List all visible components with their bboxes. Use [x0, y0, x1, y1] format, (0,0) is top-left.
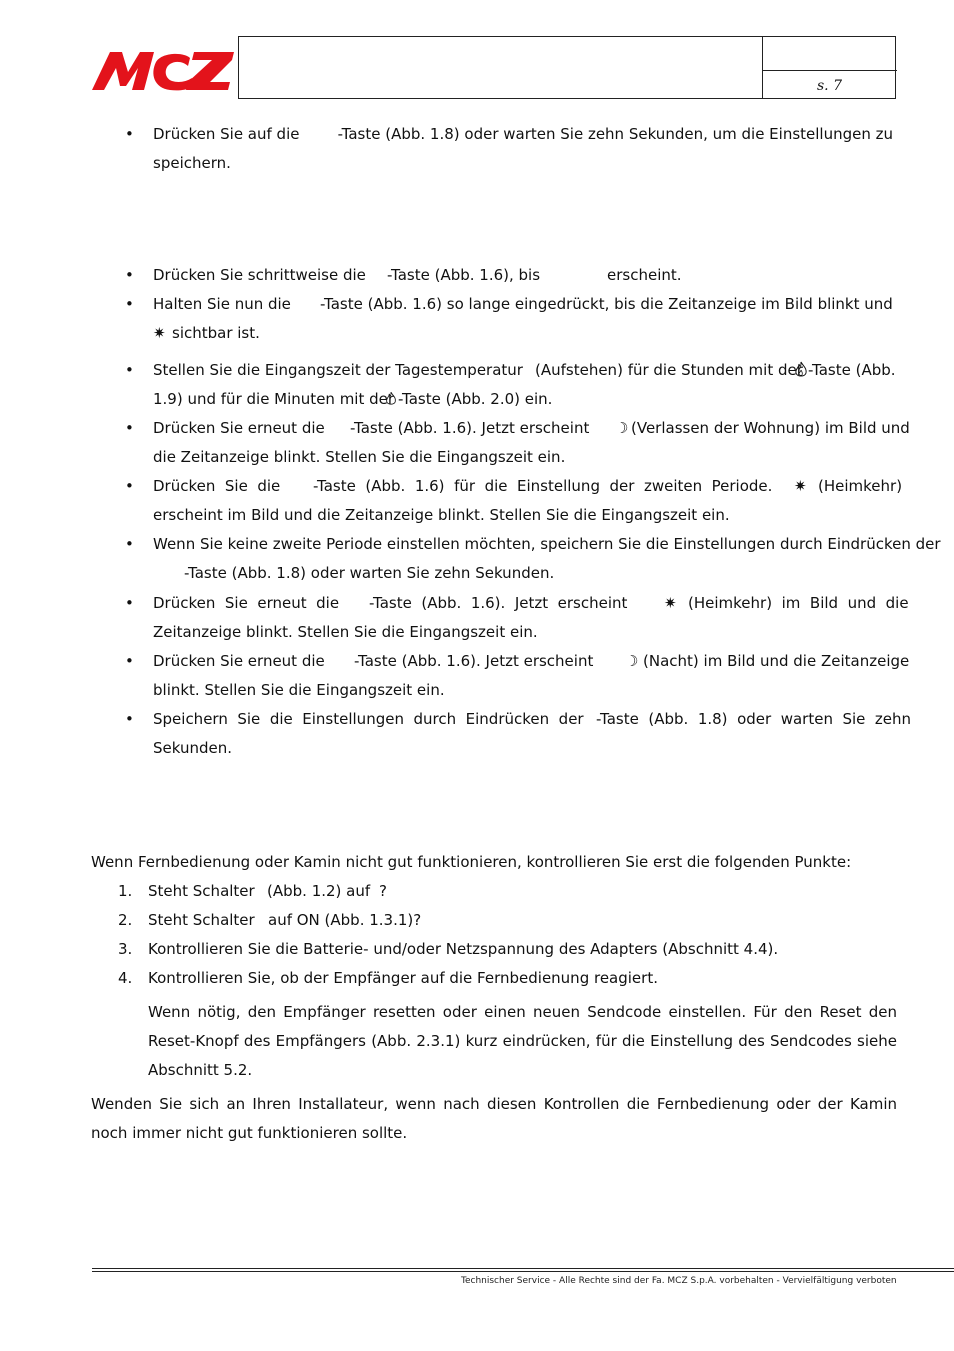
bullet: • [125, 535, 134, 553]
s2-i2-e: -Taste (Abb. 2.0) ein. [398, 390, 553, 408]
s2-i4-a: Drücken Sie die [153, 477, 281, 495]
s2-i3-b: -Taste (Abb. 1.6). Jetzt erscheint [350, 419, 590, 437]
closing-paragraph: Wenden Sie sich an Ihren Installateur, wenn nach diesen Kontrollen die Fernbedienung oder der Kamin noch immer nicht gut funktionieren sollte. [91, 1095, 897, 1142]
list-3-a: Kontrollieren Sie die Batterie- und/oder Netzspannung des Adapters (Abschnitt 4.4). [148, 940, 779, 958]
s2-i5-a: Wenn Sie keine zweite Periode einstellen möchten, speichern Sie die Einstellungen durch Eindrücken der [153, 535, 941, 553]
s2-i6-b: -Taste (Abb. 1.6). Jetzt erscheint [369, 594, 628, 612]
s2-i0-c: erscheint. [607, 266, 682, 284]
s2-i6-d: Zeitanzeige blinkt. Stellen Sie die Eingangszeit ein. [153, 623, 538, 641]
header-divider [762, 37, 763, 98]
bullet: • [125, 295, 134, 313]
s2-i1-c: sichtbar ist. [172, 324, 260, 342]
s2-i3-a: Drücken Sie erneut die [153, 419, 325, 437]
header-hline [762, 70, 897, 71]
list-2-b: auf ON (Abb. 1.3.1)? [268, 911, 422, 929]
s2-i2-c: -Taste (Abb. [808, 361, 896, 379]
header-box [238, 36, 896, 99]
s2-i2-d: 1.9) und für die Minuten mit der [153, 390, 395, 408]
bullet: • [125, 361, 134, 379]
troubleshoot-intro: Wenn Fernbedienung oder Kamin nicht gut funktionieren, kontrollieren Sie erst die folgenden Punkte: [91, 853, 852, 871]
moon-icon: ☽ [625, 652, 639, 670]
s2-i7-d: blinkt. Stellen Sie die Eingangszeit ein. [153, 681, 445, 699]
s2-i1-b: -Taste (Abb. 1.6) so lange eingedrückt, bis die Zeitanzeige im Bild blinkt und [320, 295, 893, 313]
list-1-a: Steht Schalter [148, 882, 255, 900]
s2-i8-c: Sekunden. [153, 739, 233, 757]
reset-note: Wenn nötig, den Empfänger resetten oder einen neuen Sendcode einstellen. Für den Reset den Reset-Knopf des Empfängers (Abb. 2.3.1) kurz eindrücken, für die Einstellung des Sendcodes siehe Abschnitt 5.2. [148, 1003, 897, 1079]
bullet: • [125, 594, 134, 612]
sun-icon: ✷ [153, 324, 166, 342]
sun-icon: ✷ [664, 594, 677, 612]
bullet: • [125, 266, 134, 284]
moon-icon: ☽ [615, 419, 629, 437]
bullet: • [125, 419, 134, 437]
s2-i6-c: (Heimkehr) im Bild und die [688, 594, 909, 612]
page-number: s. 7 [817, 78, 842, 94]
s2-i3-c: (Verlassen der Wohnung) im Bild und [631, 419, 910, 437]
flame-icon [385, 391, 397, 407]
bullet: • [125, 710, 134, 728]
s2-i4-d: erscheint im Bild und die Zeitanzeige blinkt. Stellen Sie die Eingangszeit ein. [153, 506, 730, 524]
list-1-b: (Abb. 1.2) auf [267, 882, 371, 900]
s2-i0-b: -Taste (Abb. 1.6), bis [387, 266, 541, 284]
list-4-a: Kontrollieren Sie, ob der Empfänger auf die Fernbedienung reagiert. [148, 969, 658, 987]
list-2-a: Steht Schalter [148, 911, 255, 929]
s2-i2-a: Stellen Sie die Eingangszeit der Tagestemperatur [153, 361, 523, 379]
s1-line2: speichern. [153, 154, 231, 172]
flame-icon [794, 361, 808, 379]
sun-icon: ✷ [794, 477, 807, 495]
s2-i0-a: Drücken Sie schrittweise die [153, 266, 366, 284]
s2-i1-a: Halten Sie nun die [153, 295, 291, 313]
s2-i7-a: Drücken Sie erneut die [153, 652, 325, 670]
s2-i3-d: die Zeitanzeige blinkt. Stellen Sie die Eingangszeit ein. [153, 448, 566, 466]
bullet: • [125, 652, 134, 670]
footer-text: Technischer Service - Alle Rechte sind der Fa. MCZ S.p.A. vorbehalten - Vervielfältigung verboten [461, 1276, 897, 1286]
list-number: 2. [118, 911, 133, 929]
s2-i4-b: -Taste (Abb. 1.6) für die Einstellung der zweiten Periode. [313, 477, 773, 495]
s2-i7-c: (Nacht) im Bild und die Zeitanzeige [643, 652, 910, 670]
bullet: • [125, 125, 134, 143]
s1-line1: Drücken Sie auf die -Taste (Abb. 1.8) oder warten Sie zehn Sekunden, um die Einstellungen zu [153, 125, 894, 143]
s2-i6-a: Drücken Sie erneut die [153, 594, 340, 612]
s2-i8-a: Speichern Sie die Einstellungen durch Eindrücken der [153, 710, 584, 728]
s2-i2-b: (Aufstehen) für die Stunden mit der [535, 361, 803, 379]
s2-i8-b: -Taste (Abb. 1.8) oder warten Sie zehn [596, 710, 912, 728]
s2-i4-c: (Heimkehr) [818, 477, 903, 495]
mcz-logo [92, 50, 234, 92]
list-number: 4. [118, 969, 133, 987]
bullet: • [125, 477, 134, 495]
footer-rule [92, 1268, 954, 1269]
s2-i7-b: -Taste (Abb. 1.6). Jetzt erscheint [354, 652, 594, 670]
footer-rule [92, 1271, 954, 1272]
list-1-c: ? [379, 882, 387, 900]
list-number: 3. [118, 940, 133, 958]
list-number: 1. [118, 882, 133, 900]
s2-i5-b: -Taste (Abb. 1.8) oder warten Sie zehn Sekunden. [184, 564, 555, 582]
